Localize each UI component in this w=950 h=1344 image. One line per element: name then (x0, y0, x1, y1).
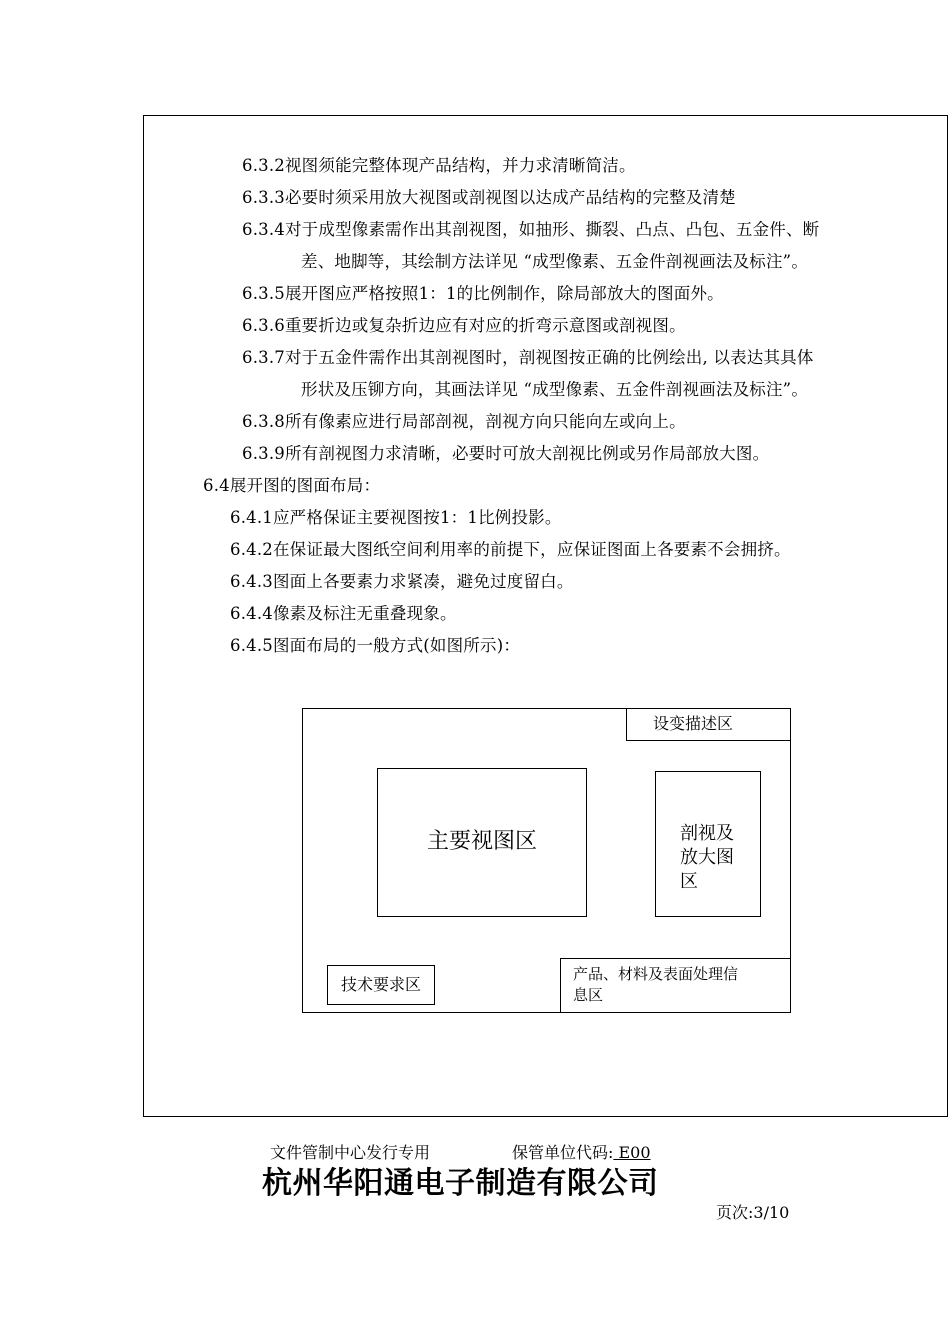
company-name: 杭州华阳通电子制造有限公司 (262, 1166, 659, 1201)
text-line: 差、地脚等，其绘制方法详见 “成型像素、五金件剖视画法及标注”。 (301, 252, 809, 271)
zone-label: 放大图 (680, 847, 734, 868)
text-line: 6.3.5展开图应严格按照1：1的比例制作，除局部放大的图面外。 (242, 284, 724, 303)
text-line: 6.4.4像素及标注无重叠现象。 (230, 604, 457, 623)
tech-requirement-zone (327, 965, 435, 1005)
issue-note: 文件管制中心发行专用 (270, 1143, 431, 1162)
custody-code-value: E00 (613, 1143, 651, 1162)
product-info-zone (560, 958, 791, 1013)
zone-label: 技术要求区 (340, 975, 421, 994)
text-line: 6.3.6重要折边或复杂折边应有对应的折弯示意图或剖视图。 (242, 316, 686, 335)
section-enlarge-zone (655, 771, 761, 917)
text-line: 6.3.4对于成型像素需作出其剖视图，如抽形、撕裂、凸点、凸包、五金件、断 (242, 220, 820, 239)
zone-label: 区 (680, 871, 698, 892)
section-heading: 6.4展开图的图面布局： (203, 476, 381, 495)
main-view-zone (377, 768, 587, 917)
text-line: 6.3.8所有像素应进行局部剖视，剖视方向只能向左或向上。 (242, 412, 686, 431)
text-line: 6.4.5图面布局的一般方式(如图所示)： (230, 636, 521, 655)
zone-label: 息区 (573, 986, 604, 1004)
text-line: 形状及压铆方向，其画法详见 “成型像素、五金件剖视画法及标注”。 (301, 380, 809, 399)
change-description-zone (626, 708, 791, 741)
text-line: 6.3.9所有剖视图力求清晰，必要时可放大剖视比例或另作局部放大图。 (242, 444, 770, 463)
zone-label: 产品、材料及表面处理信 (573, 965, 739, 983)
custody-code (512, 1142, 651, 1164)
page-number: 页次:3/10 (716, 1203, 790, 1222)
text-line: 6.4.3图面上各要素力求紧凑，避免过度留白。 (230, 572, 574, 591)
text-line: 6.3.3必要时须采用放大视图或剖视图以达成产品结构的完整及清楚 (242, 188, 736, 207)
layout-diagram (302, 708, 791, 1013)
text-line: 6.4.1应严格保证主要视图按1：1比例投影。 (230, 508, 562, 527)
zone-label: 剖视及 (680, 823, 734, 844)
zone-label: 主要视图区 (426, 829, 537, 854)
text-line: 6.4.2在保证最大图纸空间利用率的前提下，应保证图面上各要素不会拥挤。 (230, 540, 791, 559)
custody-label: 保管单位代码: (512, 1143, 614, 1162)
text-line: 6.3.7对于五金件需作出其剖视图时，剖视图按正确的比例绘出, 以表达其具体 (242, 348, 814, 367)
zone-label: 设变描述区 (653, 714, 734, 733)
text-line: 6.3.2视图须能完整体现产品结构，并力求清晰简洁。 (242, 156, 636, 175)
